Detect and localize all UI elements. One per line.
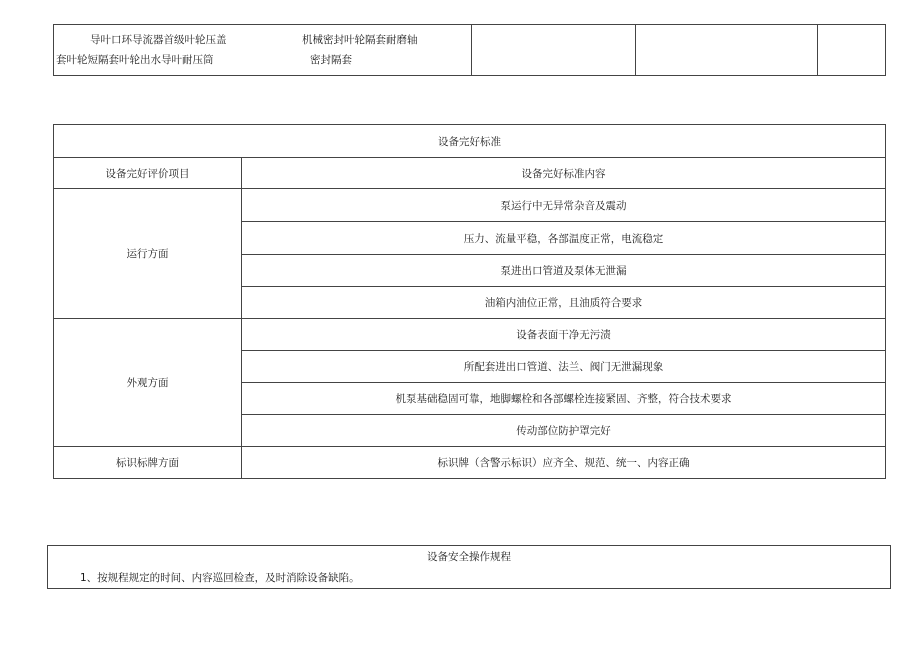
parts-table bbox=[53, 24, 886, 76]
standards-table bbox=[53, 124, 886, 479]
standard-item: 油箱内油位正常，且油质符合要求 bbox=[242, 287, 886, 319]
empty-cell bbox=[636, 25, 818, 76]
category-appearance: 外观方面 bbox=[54, 319, 242, 447]
parts-line1-right: 机械密封叶轮隔套耐磨轴 bbox=[302, 34, 418, 46]
standard-item: 传动部位防护罩完好 bbox=[242, 415, 886, 447]
empty-cell bbox=[472, 25, 636, 76]
category-operation: 运行方面 bbox=[54, 189, 242, 319]
parts-line2-left: 套叶轮短隔套叶轮出水导叶耐压筒 bbox=[56, 54, 214, 66]
empty-cell bbox=[818, 25, 886, 76]
standard-item: 所配套进出口管道、法兰、阀门无泄漏现象 bbox=[242, 351, 886, 383]
procedure-title: 设备安全操作规程 bbox=[48, 546, 891, 567]
standard-item: 压力、流量平稳，各部温度正常，电流稳定 bbox=[242, 222, 886, 255]
parts-list-cell bbox=[54, 25, 472, 76]
standards-title: 设备完好标准 bbox=[54, 125, 886, 158]
procedure-item: 1、按规程规定的时间、内容巡回检查，及时消除设备缺陷。 bbox=[48, 566, 891, 589]
category-signage: 标识标牌方面 bbox=[54, 447, 242, 479]
standard-item: 机泵基础稳固可靠，地脚螺栓和各部螺栓连接紧固、齐整，符合技术要求 bbox=[242, 383, 886, 415]
parts-line2-right: 密封隔套 bbox=[310, 54, 352, 66]
header-evaluation-item: 设备完好评价项目 bbox=[54, 158, 242, 189]
standard-item: 标识牌（含警示标识）应齐全、规范、统一、内容正确 bbox=[242, 447, 886, 479]
standard-item: 泵进出口管道及泵体无泄漏 bbox=[242, 255, 886, 287]
procedure-table bbox=[47, 545, 891, 589]
standard-item: 设备表面干净无污渍 bbox=[242, 319, 886, 351]
parts-row bbox=[54, 25, 886, 76]
standard-item: 泵运行中无异常杂音及震动 bbox=[242, 189, 886, 222]
header-standard-content: 设备完好标准内容 bbox=[242, 158, 886, 189]
parts-line1-left: 导叶口环导流器首级叶轮压盖 bbox=[90, 34, 227, 46]
